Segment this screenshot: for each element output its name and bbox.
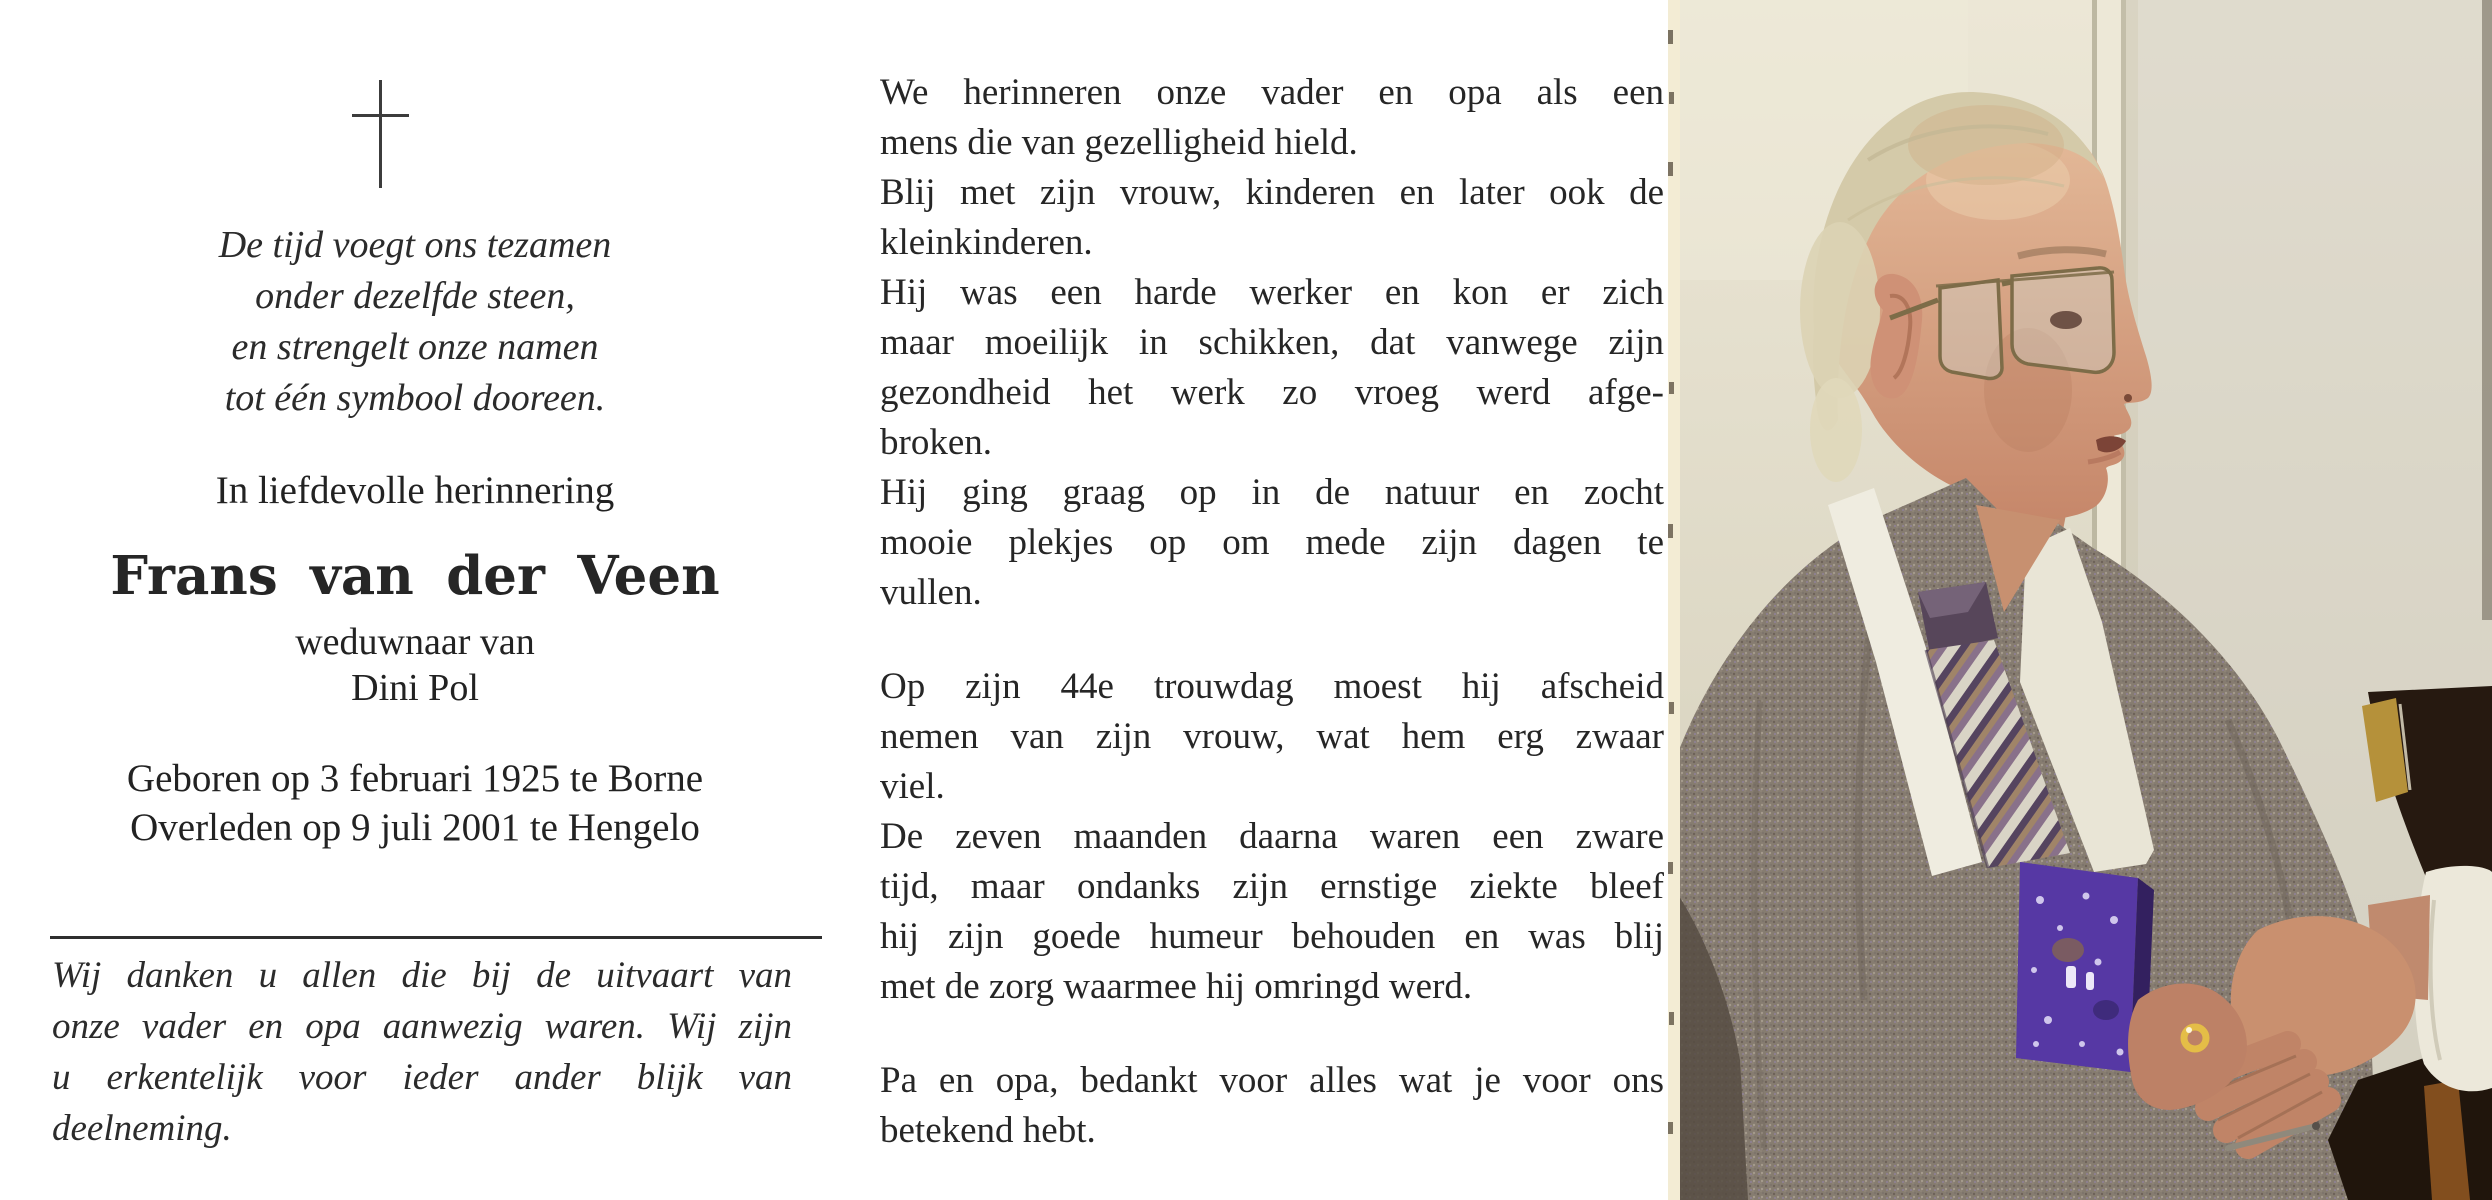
cross-vertical-bar (379, 80, 382, 188)
photo-scan-edge (1668, 0, 1680, 1200)
spouse-name: Dini Pol (351, 667, 479, 709)
thanks-line: deelneming. (52, 1108, 232, 1149)
cross-horizontal-bar (352, 114, 409, 117)
left-panel (0, 0, 836, 1200)
nostril (2124, 394, 2132, 402)
poem-line: en strengelt onze namen (231, 326, 599, 368)
memorial-text-line: Op zijn 44e trouwdag moest hij afscheid (880, 666, 1664, 707)
memorial-text-line: We herinneren onze vader en opa als een (880, 72, 1664, 113)
photo-illustration (1668, 0, 2492, 1200)
memorial-text-line: betekend hebt. (880, 1110, 1096, 1151)
memorial-text-line: Hij was een harde werker en kon er zich (880, 272, 1664, 313)
memorial-text-line: kleinkinderen. (880, 222, 1093, 263)
memorial-text-line: Blij met zijn vrouw, kinderen en later ook de (880, 172, 1664, 213)
memorial-text-line: met de zorg waarmee hij omringd werd. (880, 966, 1473, 1007)
memorial-paragraph (880, 1056, 1664, 1156)
memorial-text-line: mooie plekjes op om mede zijn dagen te (880, 522, 1664, 563)
death-line: Overleden op 9 juli 2001 te Hengelo (130, 806, 700, 849)
divider-rule (50, 936, 822, 939)
birth-line: Geboren op 3 februari 1925 te Borne (126, 757, 704, 800)
memorial-text-line: viel. (880, 766, 945, 807)
memorial-text-line: gezondheid het werk zo vroeg werd afge- (880, 372, 1664, 413)
poem-line: De tijd voegt ons tezamen (218, 224, 612, 266)
poem-line: tot één symbool dooreen. (224, 377, 606, 419)
thanks-line: onze vader en opa aanwezig waren. Wij zijn (52, 1006, 792, 1047)
memorial-text-line: Hij ging graag op in de natuur en zocht (880, 472, 1664, 513)
memorial-photo (1668, 0, 2492, 1200)
poem-line: onder dezelfde steen, (255, 275, 575, 317)
memorial-text-line: vullen. (880, 572, 982, 613)
thanks-line: u erkentelijk voor ieder ander blijk van (52, 1057, 792, 1098)
memorial-text-line: maar moeilijk in schikken, dat vanwege zijn (880, 322, 1664, 363)
memorial-text-line: tijd, maar ondanks zijn ernstige ziekte bleef (880, 866, 1664, 907)
eye (2050, 311, 2082, 329)
life-dates (0, 754, 830, 852)
thanks-line: Wij danken u allen die bij de uitvaart van (52, 955, 792, 996)
relation-line: weduwnaar van (295, 621, 535, 663)
memorial-text-line: mens die van gezelligheid hield. (880, 122, 1358, 163)
memorial-text-line: Pa en opa, bedankt voor alles wat je voor ons (880, 1060, 1664, 1101)
poem (0, 220, 830, 424)
memorial-paragraph (880, 68, 1664, 618)
memorial-paragraph (880, 662, 1664, 1012)
memorial-text-line: broken. (880, 422, 992, 463)
deceased-name: Frans van der Veen (110, 545, 720, 607)
memorial-text-line: hij zijn goede humeur behouden en was blij (880, 916, 1664, 957)
memorial-text-line: De zeven maanden daarna waren een zware (880, 816, 1664, 857)
memorial-text-line: nemen van zijn vrouw, wat hem erg zwaar (880, 716, 1664, 757)
thanks-paragraph (52, 950, 792, 1154)
memorial-text-panel (880, 68, 1664, 1156)
cross-icon (352, 80, 410, 190)
memorial-intro: In liefdevolle herinnering (215, 469, 615, 512)
